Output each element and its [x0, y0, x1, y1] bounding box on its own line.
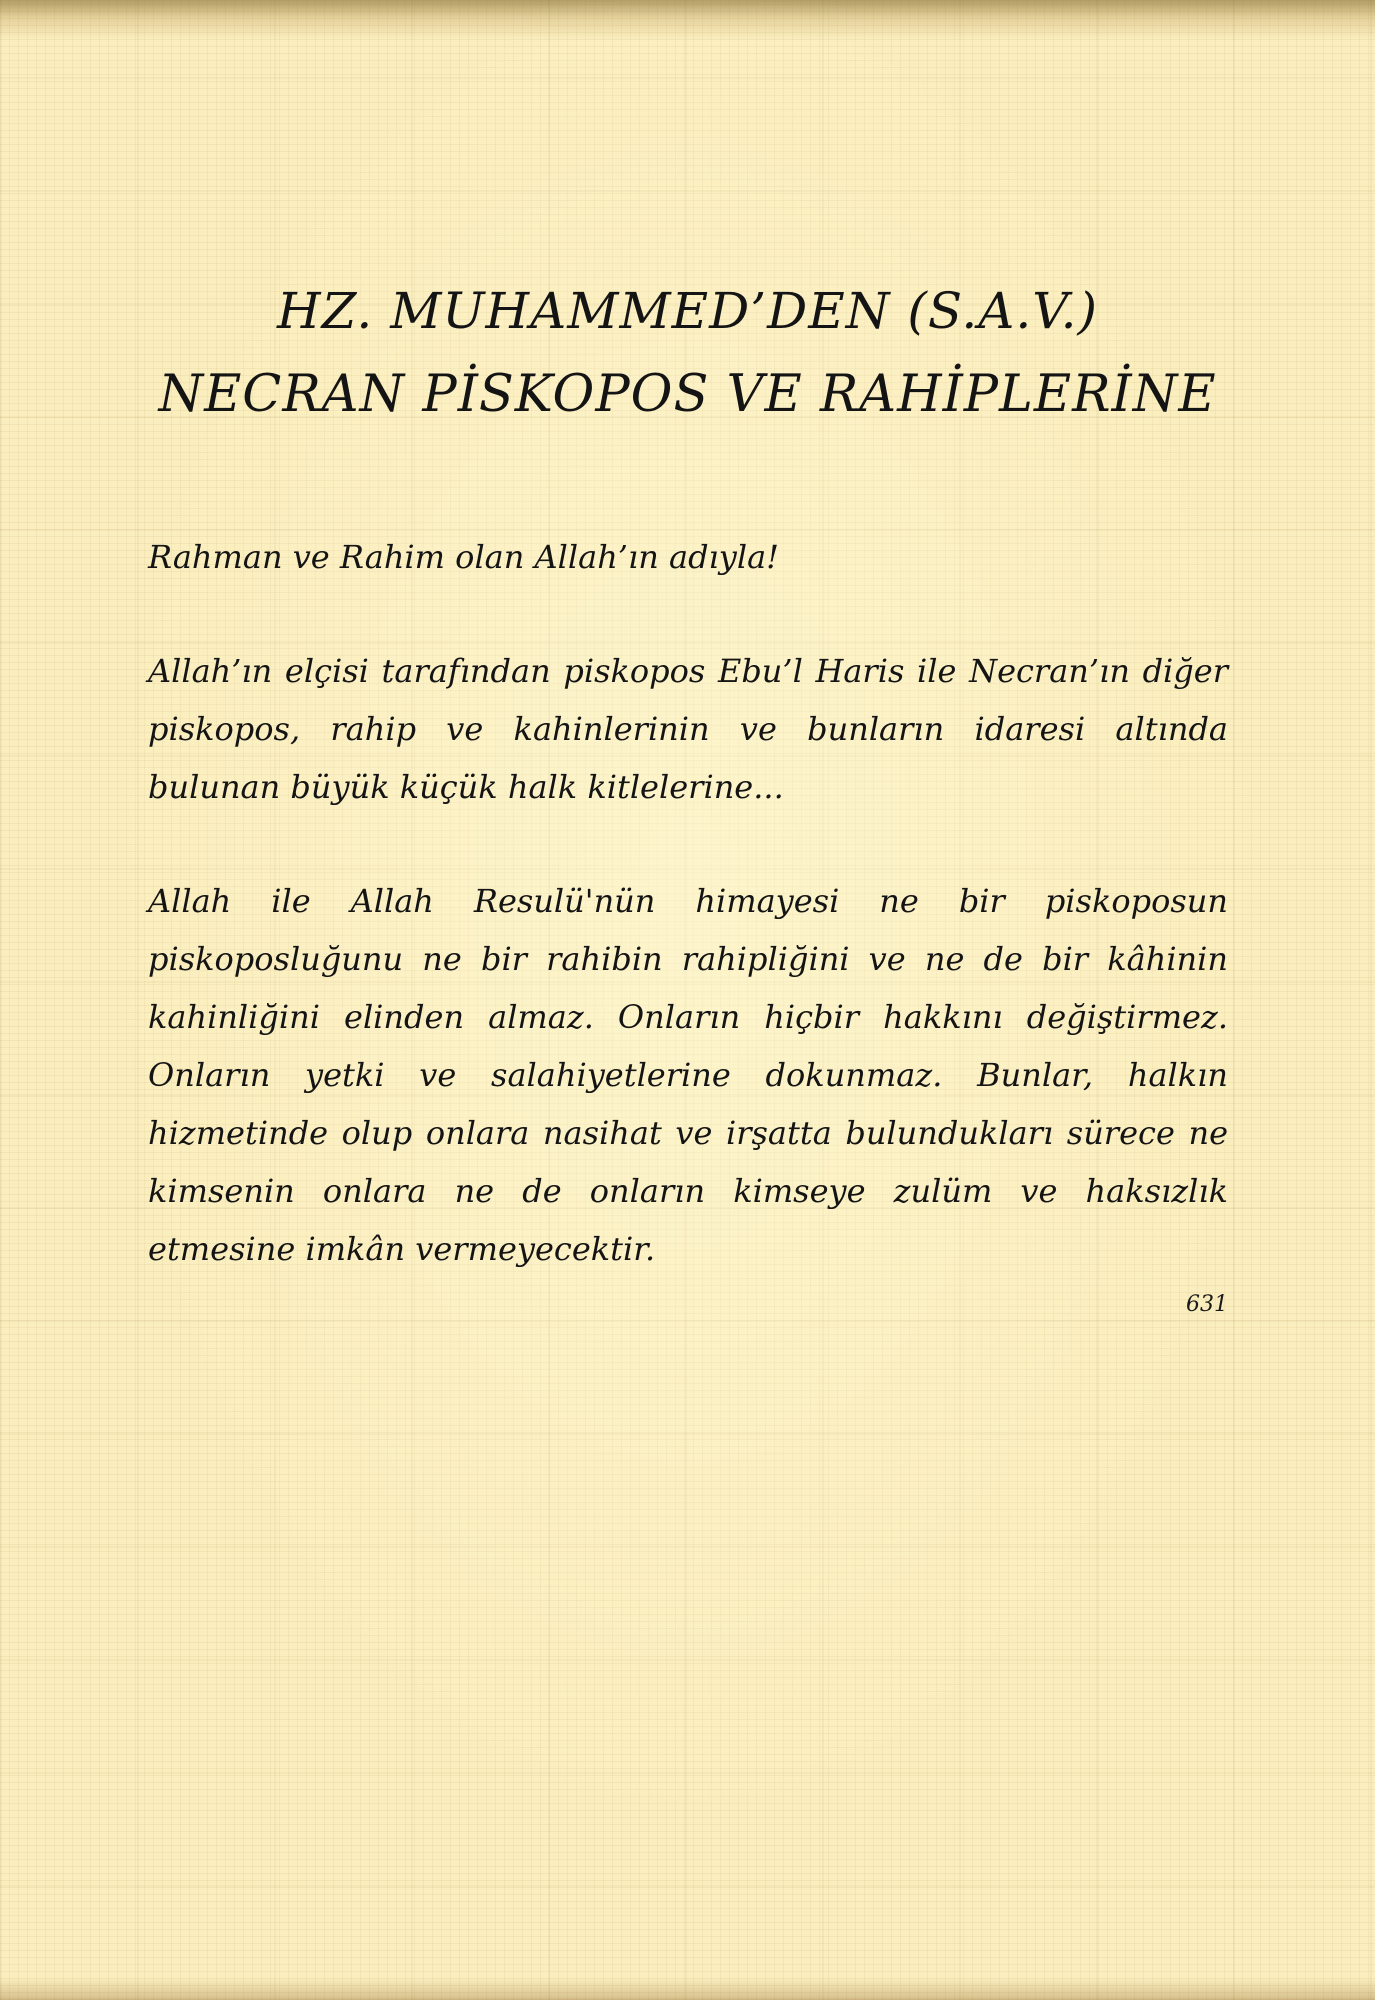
paragraph-address: Allah’ın elçisi tarafından piskopos Ebu’l Haris ile Necran’ın diğer piskopos, rahip ve kahinlerinin ve bunların idaresi altında bulunan büyük küçük halk kitlelerine...: [148, 652, 1228, 806]
paragraph-basmala: Rahman ve Rahim olan Allah’ın adıyla!: [148, 538, 780, 576]
paragraph-protection: Allah ile Allah Resulü'nün himayesi ne bir piskoposun piskoposluğunu ne bir rahibin rahipliğini ve ne de bir kâhinin kahinliğini elinden almaz. Onların hiçbir hakkını değiştirmez. Onların yetki ve salahiyetlerine dokunmaz. Bunlar, halkın hizmetinde olup onlara nasihat ve irşatta bulundukları sürece ne kimsenin onlara ne de onların kimseye zulüm ve haksızlık etmesine imkân vermeyecektir.: [148, 882, 1228, 1268]
page-title-line-1: HZ. MUHAMMED’DEN (S.A.V.): [276, 282, 1099, 340]
page-title-line-2: NECRAN PİSKOPOS VE RAHİPLERİNE: [158, 365, 1217, 424]
page-number: 631: [1186, 1292, 1228, 1317]
